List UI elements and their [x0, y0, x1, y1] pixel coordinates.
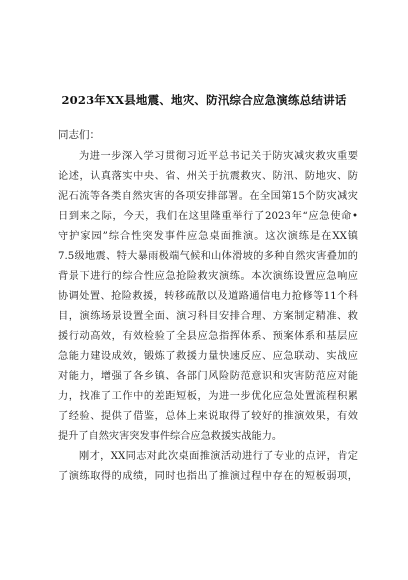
text-line: 日到来之际，今天，我们在这里隆重举行了2023年“应急使命• [58, 211, 358, 222]
text-line: 背景下进行的综合性应急抢险救灾演练。本次演练设置应急响应 [58, 271, 358, 282]
text-line: 目，演练场景设置全面、演习科目安排合理、方案制定精准、救 [58, 311, 358, 322]
paragraph-2 [58, 447, 358, 487]
text-line: 论述，认真落实中央、省、州关于抗震救灾、防汛、防地灾、防 [58, 171, 358, 182]
text-line: 7.5级地震、特大暴雨极端气候和山体滑坡的多种自然灾害叠加的 [58, 251, 358, 262]
paragraph-1 [58, 147, 358, 447]
salutation: 同志们： [58, 129, 100, 141]
text-line: 刚才，XX同志对此次桌面推演活动进行了专业的点评，肯定 [79, 451, 358, 462]
document-body [58, 147, 358, 487]
document-title: 2023年XX县地震、地灾、防汛综合应急演练总结讲话 [61, 93, 347, 107]
text-line: 急能力建设成效，锻炼了救援力量快速反应、应急联动、实战应 [58, 351, 358, 362]
text-line: 为进一步深入学习贯彻习近平总书记关于防灾减灾救灾重要 [79, 151, 358, 162]
text-line: 了演练取得的成绩，同时也指出了推演过程中存在的短板弱项， [58, 471, 358, 482]
text-line: 了经验、提供了借鉴，总体上来说取得了较好的推演效果，有效 [58, 411, 358, 422]
text-line: 援行动高效，有效检验了全县应急指挥体系、预案体系和基层应 [58, 331, 358, 342]
text-line: 提升了自然灾害突发事件综合应急救援实战能力。 [58, 431, 283, 442]
text-line: 对能力，增强了各乡镇、各部门风险防范意识和灾害防范应对能 [58, 371, 358, 382]
text-line: 守护家园”综合性突发事件应急桌面推演。这次演练是在XX镇 [58, 231, 358, 242]
text-line: 力，找准了工作中的差距短板，为进一步优化应急处置流程积累 [58, 391, 358, 402]
text-line: 协调处置、抢险救援，转移疏散以及道路通信电力抢修等11个科 [58, 291, 358, 302]
text-line: 泥石流等各类自然灾害的各项安排部署。在全国第15个防灾减灾 [58, 191, 358, 202]
